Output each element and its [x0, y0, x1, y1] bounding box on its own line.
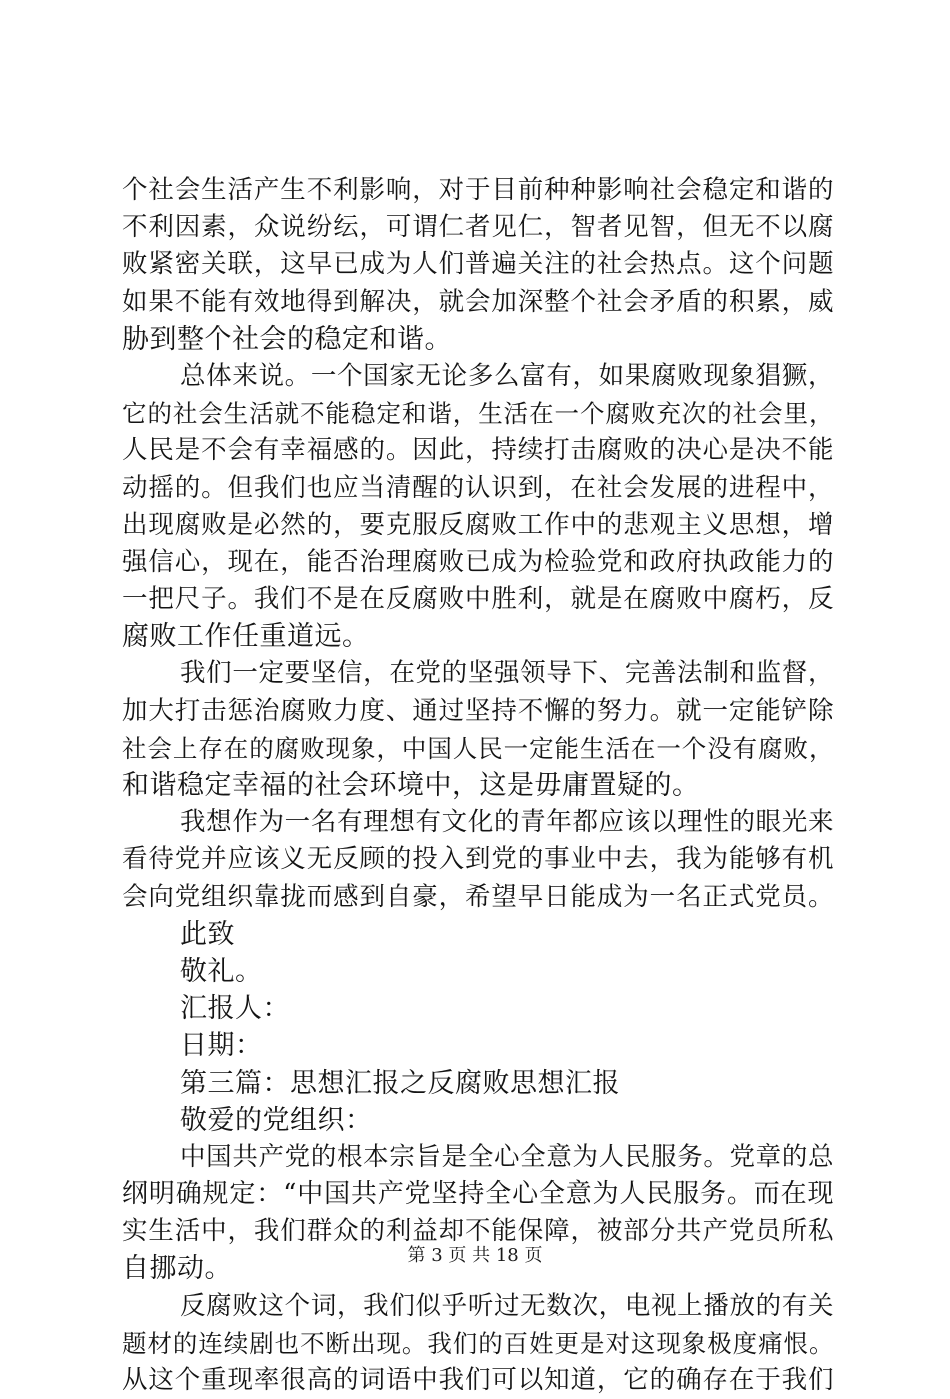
text-line: 敬爱的党组织：: [180, 1104, 373, 1136]
text-line: 第三篇：思想汇报之反腐败思想汇报: [180, 1067, 620, 1099]
text-line: 此致: [180, 918, 235, 950]
text-line: 中国共产党的根本宗旨是全心全意为人民服务。党章的总: [180, 1141, 834, 1172]
text-line: 我想作为一名有理想有文化的青年都应该以理性的眼光来: [180, 807, 834, 838]
text-line: 反腐败这个词，我们似乎听过无数次，电视上播放的有关: [180, 1290, 834, 1321]
text-line: 个社会生活产生不利影响，对于目前种种影响社会稳定和谐的: [122, 175, 834, 205]
text-line: 如果不能有效地得到解决，就会加深整个社会矛盾的积累，威: [122, 286, 834, 317]
text-line: 敬礼。: [180, 955, 263, 987]
text-line: 纲明确规定：“中国共产党坚持全心全意为人民服务。而在现: [122, 1179, 834, 1210]
text-line: 汇报人：: [180, 993, 290, 1025]
text-line: 腐败工作任重道远。: [122, 621, 370, 653]
page-footer: 第 3 页 共 18 页: [407, 1245, 543, 1266]
text-line: 和谐稳定幸福的社会环境中，这是毋庸置疑的。: [122, 770, 700, 801]
text-line: 不利因素，众说纷纭，可谓仁者见仁，智者见智，但无不以腐: [122, 212, 834, 243]
text-line: 一把尺子。我们不是在反腐败中胜利，就是在腐败中腐朽，反: [122, 584, 834, 615]
text-line: 胁到整个社会的稳定和谐。: [122, 323, 452, 355]
text-line: 强信心，现在，能否治理腐败已成为检验党和政府执政能力的: [122, 546, 834, 577]
text-line: 日期：: [180, 1030, 263, 1062]
text-line: 会向党组织靠拢而感到自豪，希望早日能成为一名正式党员。: [122, 881, 834, 912]
text-line: 社会上存在的腐败现象，中国人民一定能生活在一个没有腐败，: [122, 733, 834, 763]
text-line: 看待党并应该义无反顾的投入到党的事业中去，我为能够有机: [122, 844, 834, 875]
text-line: 我们一定要坚信，在党的坚强领导下、完善法制和监督，: [180, 658, 834, 689]
text-line: 从这个重现率很高的词语中我们可以知道，它的确存在于我们: [122, 1365, 834, 1395]
text-line: 自挪动。: [122, 1253, 232, 1285]
document-body: [122, 172, 834, 1399]
text-line: 出现腐败是必然的，要克服反腐败工作中的悲观主义思想，增: [122, 509, 834, 540]
text-line: 败紧密关联，这早已成为人们普遍关注的社会热点。这个问题: [122, 249, 834, 280]
text-line: 加大打击惩治腐败力度、通过坚持不懈的努力。就一定能铲除: [122, 695, 834, 726]
text-line: 总体来说。一个国家无论多么富有，如果腐败现象猖獗，: [180, 360, 834, 391]
text-line: 实生活中，我们群众的利益却不能保障，被部分共产党员所私: [122, 1216, 834, 1247]
text-line: 题材的连续剧也不断出现。我们的百姓更是对这现象极度痛恨。: [122, 1328, 834, 1358]
text-line: 它的社会生活就不能稳定和谐，生活在一个腐败充次的社会里，: [122, 399, 834, 429]
text-line: 人民是不会有幸福感的。因此，持续打击腐败的决心是决不能: [122, 435, 834, 466]
text-line: 动摇的。但我们也应当清醒的认识到，在社会发展的进程中，: [122, 472, 834, 503]
